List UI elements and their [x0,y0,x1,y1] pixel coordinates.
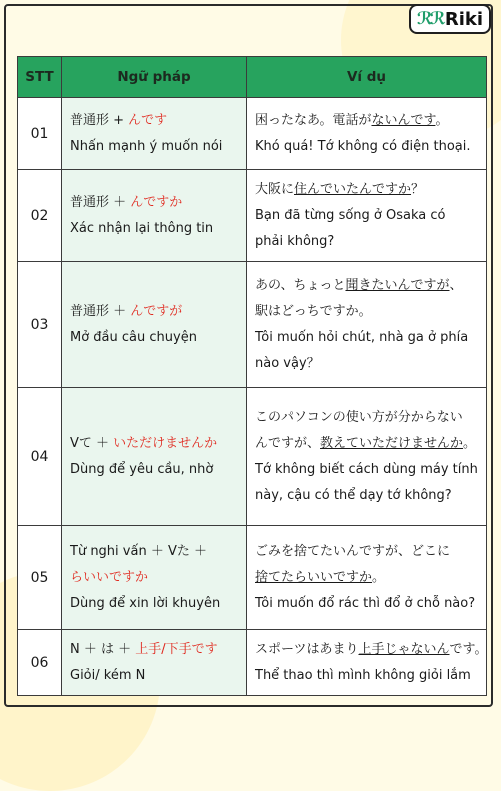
example-cell [247,388,487,526]
example-japanese: スポーツはあまり上手じゃないんです。 [255,641,488,657]
example-translation: Tớ không biết cách dùng máy tính [255,461,478,477]
riki-logo-text: Riki [444,8,484,30]
header-grammar: Ngữ pháp [62,57,247,98]
table-header-row [18,57,487,98]
table-row [18,388,487,526]
example-underlined: 教えていただけませんか [320,435,464,451]
row-number: 03 [18,262,62,388]
example-japanese: 大阪に住んでいたんですか？ [255,181,425,197]
header-example: Ví dụ [247,57,487,98]
grammar-highlight: 上手/下手です [135,641,218,657]
grammar-pattern: Từ nghi vấn ＋ Vた ＋ [70,543,207,559]
example-japanese: ごみを捨てたいんですが、どこに [255,543,451,559]
grammar-pattern: 普通形 ＋ んですか [70,194,183,210]
example-cell [247,170,487,262]
grammar-pattern: Vて ＋ いただけませんか [70,435,218,451]
grammar-cell [62,630,247,696]
table-row [18,630,487,696]
table-row [18,526,487,630]
grammar-highlight: らいいですか [70,569,149,585]
grammar-cell [62,388,247,526]
example-japanese: 駅はどっちですか。 [255,303,372,319]
example-translation: này, cậu có thể dạy tớ không? [255,487,452,503]
grammar-pattern: 普通形 + んです [70,112,168,128]
row-number: 05 [18,526,62,630]
grammar-meaning: Mở đầu câu chuyện [70,329,197,345]
example-japanese: 困ったなあ。電話がないんです。 [255,112,449,128]
grammar-highlight: んですが [130,303,183,319]
grammar-meaning: Dùng để xin lời khuyên [70,595,221,611]
row-number: 01 [18,98,62,170]
example-translation: Bạn đã từng sống ở Osaka có [255,207,446,223]
example-japanese: このパソコンの使い方が分からない [255,409,463,425]
example-japanese: んですが、教えていただけませんか。 [255,435,477,451]
example-japanese: 捨てたらいいですか。 [255,569,386,585]
example-translation: phải không? [255,233,335,249]
grammar-highlight: んですか [130,194,183,210]
example-translation: Thể thao thì mình không giỏi lắm [255,667,471,683]
example-translation: Tôi muốn đổ rác thì đổ ở chỗ nào? [255,595,476,611]
example-translation: Tôi muốn hỏi chút, nhà ga ở phía [255,329,469,345]
example-underlined: 住んでいたんですか [294,181,412,197]
example-cell [247,526,487,630]
row-number: 04 [18,388,62,526]
row-number: 06 [18,630,62,696]
table-row [18,170,487,262]
grammar-meaning: Giỏi/ kém N [70,667,146,683]
grammar-pattern: N ＋ は ＋ 上手/下手です [70,641,218,657]
row-number: 02 [18,170,62,262]
grammar-cell [62,262,247,388]
example-underlined: 上手じゃないん [358,641,450,657]
example-cell [247,630,487,696]
grammar-highlight: いただけませんか [113,435,218,451]
grammar-cell [62,98,247,170]
riki-logo [409,4,491,34]
grammar-table [17,56,487,696]
grammar-cell [62,526,247,630]
example-underlined: 聞きたいんですが [345,277,450,293]
example-japanese: あの、ちょっと聞きたいんですが、 [255,277,463,293]
grammar-meaning: Xác nhận lại thông tin [70,220,214,236]
table-row [18,98,487,170]
grammar-meaning: Dùng để yêu cầu, nhờ [70,461,214,477]
example-cell [247,98,487,170]
table-row [18,262,487,388]
example-translation: Khó quá! Tớ không có điện thoại. [255,138,471,154]
grammar-cell [62,170,247,262]
example-underlined: 捨てたらいいですか [255,569,373,585]
riki-logo-icon: ℛℛ [416,9,443,29]
grammar-pattern: 普通形 ＋ んですが [70,303,183,319]
example-underlined: ないんです [371,112,436,128]
example-translation: nào vậy？ [255,355,320,371]
example-cell [247,262,487,388]
grammar-meaning: Nhấn mạnh ý muốn nói [70,138,223,154]
header-stt: STT [18,57,62,98]
grammar-highlight: んです [128,112,168,128]
